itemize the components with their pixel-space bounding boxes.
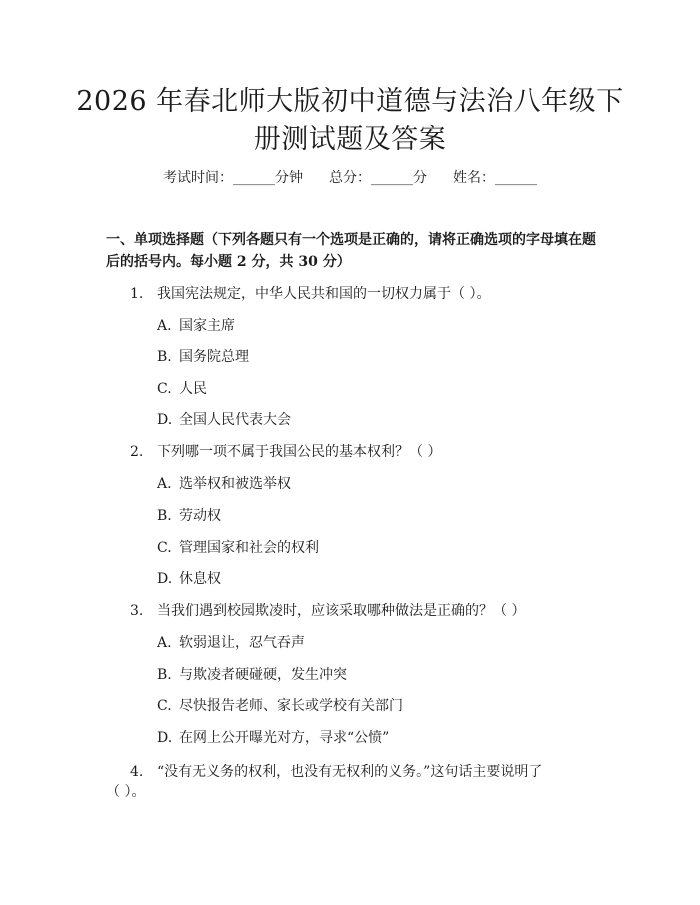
option-3d — [157, 727, 389, 747]
option-letter: A. — [157, 476, 172, 492]
question-4 — [130, 761, 542, 781]
option-text: 与欺凌者硬碰硬，发生冲突 — [179, 667, 347, 683]
option-text: 选举权和被选举权 — [179, 476, 291, 492]
student-name-field: 姓名：______ — [453, 170, 537, 186]
option-text: 软弱退让，忍气吞声 — [179, 635, 305, 651]
question-1 — [130, 283, 490, 303]
option-text: 休息权 — [179, 571, 221, 587]
section-heading-line1: 一、单项选择题（下列各题只有一个选项是正确的，请将正确选项的字母填在题 — [106, 232, 596, 248]
option-letter: A. — [157, 318, 172, 334]
question-text: “没有无义务的权利，也没有无权利的义务。”这句话主要说明了 — [157, 764, 543, 780]
option-1d — [157, 409, 291, 429]
option-text: 人民 — [179, 381, 207, 397]
exam-meta — [0, 167, 700, 187]
exam-title-line2: 册测试题及答案 — [253, 124, 447, 155]
option-letter: C. — [157, 698, 172, 714]
option-letter: B. — [157, 349, 172, 365]
option-text: 尽快报告老师、家长或学校有关部门 — [179, 698, 403, 714]
option-letter: D. — [157, 730, 173, 746]
question-number: 4. — [130, 764, 144, 780]
question-2 — [130, 441, 441, 461]
exam-title-line1: 2026 年春北师大版初中道德与法治八年级下 — [76, 86, 624, 117]
option-letter: A. — [157, 635, 172, 651]
option-text: 国家主席 — [179, 318, 235, 334]
option-1a — [157, 315, 235, 335]
option-letter: C. — [157, 540, 172, 556]
question-text: 当我们遇到校园欺凌时，应该采取哪种做法是正确的？（ ） — [157, 603, 526, 619]
option-3b — [157, 664, 347, 684]
option-letter: C. — [157, 381, 172, 397]
option-text: 管理国家和社会的权利 — [179, 540, 319, 556]
option-1c — [157, 378, 207, 398]
question-number: 3. — [130, 603, 144, 619]
question-text: 下列哪一项不属于我国公民的基本权利？（ ） — [157, 444, 442, 460]
option-2b — [157, 505, 221, 525]
option-text: 在网上公开曝光对方，寻求“公愤” — [179, 730, 390, 746]
option-letter: B. — [157, 508, 172, 524]
option-letter: D. — [157, 571, 173, 587]
option-text: 劳动权 — [179, 508, 221, 524]
total-score-field: 总分：______分 — [329, 170, 427, 186]
section-heading — [106, 229, 606, 273]
section-heading-line2: 后的括号内。每小题 2 分，共 30 分） — [106, 254, 351, 270]
option-letter: D. — [157, 412, 173, 428]
option-3a — [157, 632, 305, 652]
question-text: 我国宪法规定，中华人民共和国的一切权力属于（ ）。 — [157, 286, 491, 302]
option-2c — [157, 537, 319, 557]
option-2d — [157, 568, 221, 588]
question-number: 2. — [130, 444, 144, 460]
option-letter: B. — [157, 667, 172, 683]
question-number: 1. — [130, 286, 144, 302]
question-3 — [130, 600, 525, 620]
option-2a — [157, 473, 291, 493]
option-text: 全国人民代表大会 — [179, 412, 291, 428]
option-1b — [157, 346, 249, 366]
question-4-continuation: （ ）。 — [106, 784, 146, 800]
exam-time-field: 考试时间：______分钟 — [163, 170, 303, 186]
option-3c — [157, 695, 403, 715]
option-text: 国务院总理 — [179, 349, 249, 365]
